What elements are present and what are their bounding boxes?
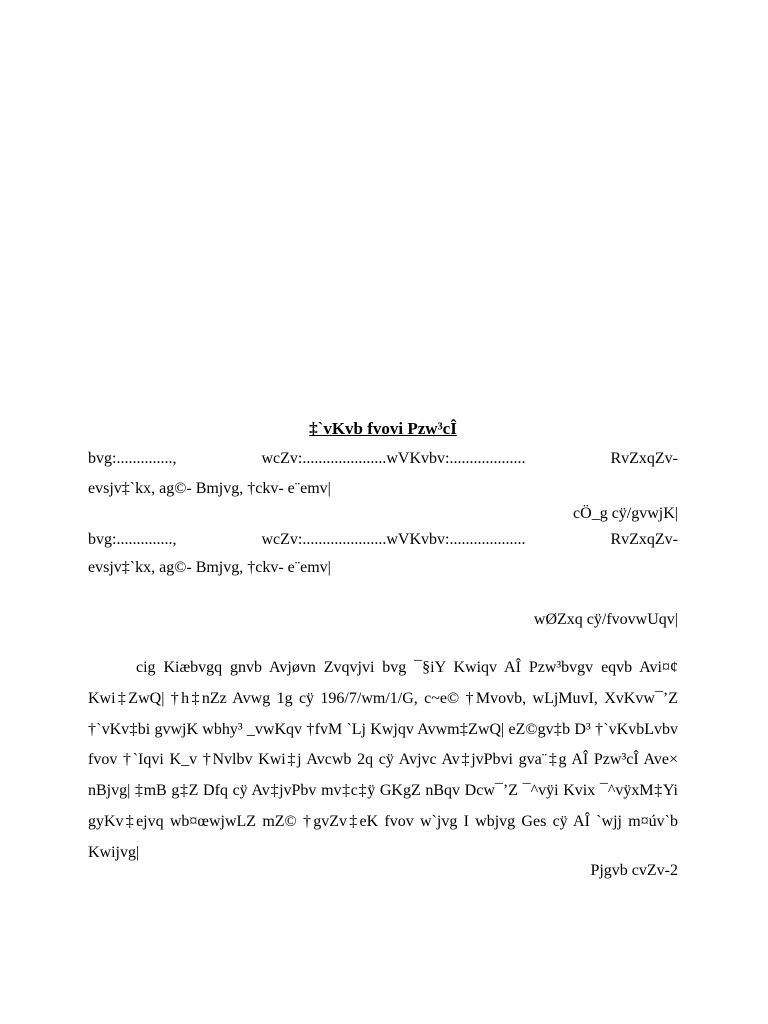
party2-details-line2: evsjv‡`kx, ag©- Bmjvg, †ckv- e¨emv| (88, 559, 331, 576)
party1-father-address-field: wcZv:.....................wVKvbv:................... (261, 450, 526, 467)
party2-nationality-field: RvZxqZv- (610, 531, 678, 548)
page-continuation-note: Pjgvb cvZv-2 (590, 862, 678, 879)
party1-details-line2: evsjv‡`kx, ag©- Bmjvg, †ckv- e¨emv| (88, 480, 331, 497)
agreement-body-paragraph: cig Kiæbvgq gnvb Avjøvn Zvqvjvi bvg ¯§iY Kwiqv AÎ Pzw³bvgv eqvb Avi¤¢ Kwi‡ZwQ| †h‡nZz Avwg 1g cÿ 196/7/wm/1/G, c~e© †Mvovb, wLjMuvI, XvKvw¯’Z †`vKv‡bi gvwjK wbhy³ _vwKqv †fvM `Lj Kwjqv Avwm‡ZwQ| eZ©gv‡b D³ †`vKvbLvbv fvov †`Iqvi K_v †Nvlbv Kwi‡j Avcwb 2q cÿ Avjvc Av‡jvPbvi gva¨‡g AÎ Pzw³cÎ Ave× nBjvg| ‡mB g‡Z Dfq cÿ Av‡jvPbv mv‡c‡ÿ GKgZ nBqv Dcw¯’Z ¯^vÿi Kvix ¯^vÿxM‡Yi gyKv‡ejvq wb¤œwjwLZ mZ© †gvZv‡eK fvov w`jvg I wbjvg Ges cÿ AÎ `wjj m¤úv`b Kwijvg| (88, 659, 678, 861)
party2-name-field: bvg:.............., (88, 531, 177, 548)
party2-details-line (88, 531, 678, 549)
party1-details-line (88, 450, 678, 468)
document-title: ‡`vKvb fvovi Pzw³cÎ (309, 419, 457, 438)
party1-role: cÖ_g cÿ/gvwjK| (573, 505, 678, 522)
party1-name-field: bvg:.............., (88, 450, 177, 467)
party2-role: wØZxq cÿ/fvovwUqv| (533, 611, 678, 628)
party2-father-address-field: wcZv:.....................wVKvbv:................... (261, 531, 526, 548)
party1-nationality-field: RvZxqZv- (610, 450, 678, 467)
